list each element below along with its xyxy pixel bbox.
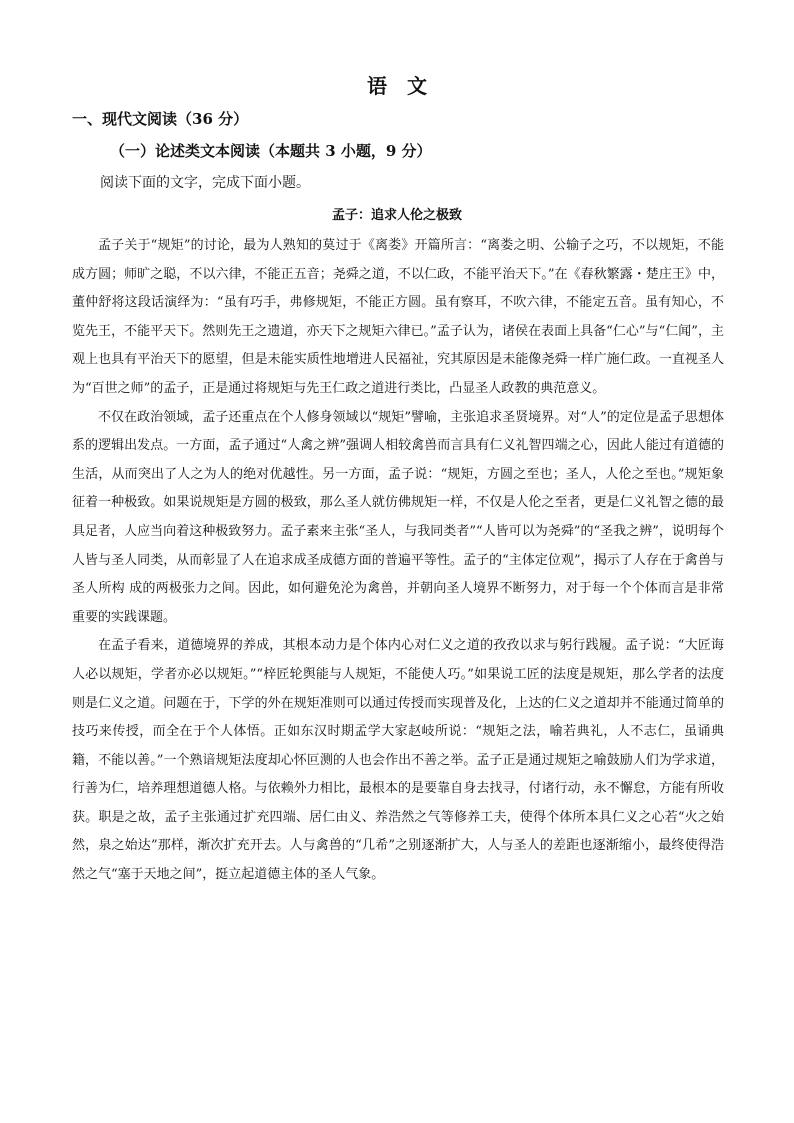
paragraph-3: 在孟子看来，道德境界的养成，其根本动力是个体内心对仁义之道的孜孜以求与躬行践履。孟子说：“大匠诲人必以规矩，学者亦必以规矩。”“梓匠轮舆能与人规矩，不能使人巧。”如果说工匠的法度是规矩，那么学者的法度则是仁义之道。问题在于，下学的外在规矩准则可以通过传授而实现普及化，上达的仁义之道却并不能通过简单的技巧来传授，而全在于个人体悟。正如东汉时期孟学大家赵岐所说：“规矩之法，喻若典礼，人不志仁，虽诵典籍，不能以善。”一个熟谙规矩法度却心怀叵测的人也会作出不善之举。孟子正是通过规矩之喻鼓励人们为学求道，行善为仁，培养理想道德人格。与依赖外力相比，最根本的是要靠自身去找寻，付诸行动，永不懈怠，方能有所收获。职是之故，孟子主张通过扩充四端、居仁由义、养浩然之气等修养工夫，使得个体所本具仁义之心若“火之始然，泉之始达”那样，渐次扩充开去。人与禽兽的“几希”之别逐渐扩大，人与圣人的差距也逐渐缩小，最终使得浩然之气“塞于天地之间”，挺立起道德主体的圣人气象。 [72,638,724,883]
article-body [72,232,724,890]
article-title: 孟子：追求人伦之极致 [331,208,462,223]
paragraph-1: 孟子关于“规矩”的讨论，最为人熟知的莫过于《离娄》开篇所言：“离娄之明、公输子之巧，不以规矩，不能成方圆；师旷之聪，不以六律，不能正五音；尧舜之道，不以仁政，不能平治天下。”在《春秋繁露・楚庄王》中，董仲舒将这段话演绎为：“虽有巧手，弗修规矩，不能正方圆。虽有察耳，不吹六律，不能定五音。虽有知心，不览先王，不能平天下。然则先王之遗道，亦天下之规矩六律已。”孟子认为，诸侯在表面上具备“仁心”与“仁闻”，主观上也具有平治天下的愿望，但是未能实质性地增进人民福祉，究其原因是未能像尧舜一样广施仁政。一直视圣人为“百世之师”的孟子，正是通过将规矩与先王仁政之道进行类比，凸显圣人政教的典范意义。 [72,238,724,396]
page-title: 语 文 [367,74,427,98]
subsection-heading: （一）论述类文本阅读（本题共 3 小题，9 分） [110,142,432,160]
reading-instruction: 阅读下面的文字，完成下面小题。 [100,175,310,191]
section-heading: 一、现代文阅读（36 分） [72,110,249,128]
paragraph-2: 不仅在政治领域，孟子还重点在个人修身领域以“规矩”譬喻，主张追求圣贤境界。对“人”的定位是孟子思想体系的逻辑出发点。一方面，孟子通过“人禽之辨”强调人相较禽兽而言具有仁义礼智四端之心，因此人能过有道德的生活，从而突出了人之为人的绝对优越性。另一方面，孟子说：“规矩，方圆之至也；圣人，人伦之至也。”规矩象征着一种极致。如果说规矩是方圆的极致，那么圣人就仿佛规矩一样，不仅是人伦之至者，更是仁义礼智之德的最具足者，人应当向着这种极致努力。孟子素来主张“圣人，与我同类者”“人皆可以为尧舜”的“圣我之辨”，说明每个人皆与圣人同类，从而彰显了人在追求成圣成德方面的普遍平等性。孟子的“主体定位观”，揭示了人存在于禽兽与圣人所构 成的两极张力之间。因此，如何避免沦为禽兽，并朝向圣人境界不断努力，对于每一个个体而言是非常重要的实践课题。 [72,409,724,625]
